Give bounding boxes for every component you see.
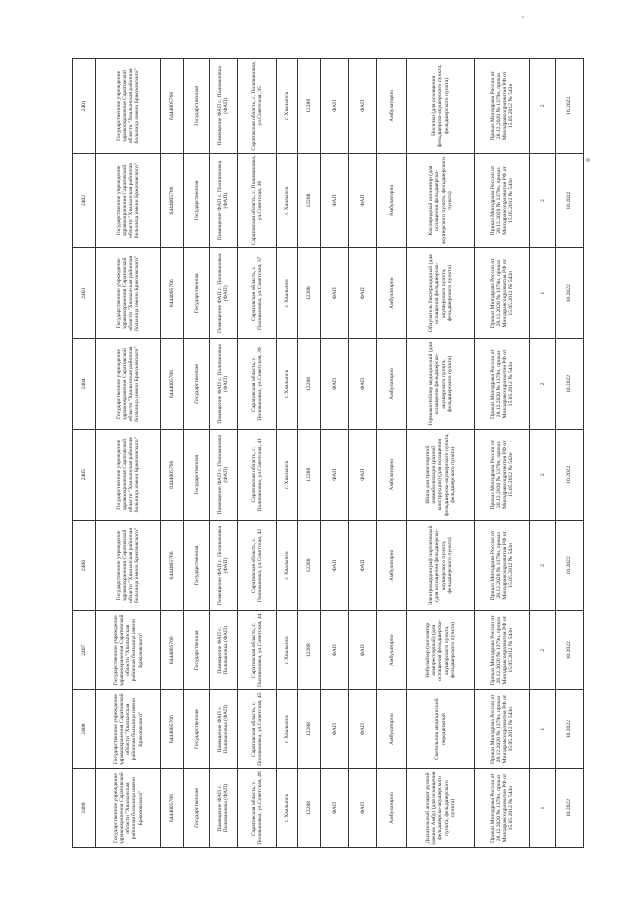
cell-number: 12288: [298, 59, 321, 154]
cell-premises: Помещение ФАП с. Поливановка (ФАП): [210, 520, 238, 611]
cell-date: 10.2022: [556, 248, 584, 339]
cell-date: 10.2022: [556, 59, 584, 154]
cell-institution: Государственное учреждение здравоохранения Саратовской области "Хвалынская районная больница имени Бржозовского": [96, 611, 161, 690]
cell-equipment: Кислородный ингалятор (для оснащения фельдшерско-акушерского пункта, фельдшерского пункта): [407, 153, 474, 248]
cell-number: 12288: [298, 429, 321, 520]
cell-quantity: 2: [530, 429, 556, 520]
cell-care: Амбулаторно: [377, 690, 407, 769]
cell-code: 2406: [73, 520, 96, 611]
cell-city: г. Хвалынск: [277, 153, 298, 248]
cell-order: Приказ Минздрава России от 28.12.2020 № 1379н, приказ Минздравсоцразвития РФ от 15.05.2012 № 543н: [474, 769, 530, 848]
cell-ownership: Государственная: [184, 690, 210, 769]
cell-premises: Помещение ФАП с. Поливановка (ФАП): [210, 339, 238, 430]
cell-date: 10.2022: [556, 520, 584, 611]
cell-number: 12288: [298, 520, 321, 611]
cell-code: 2409: [73, 769, 96, 848]
cell-premises: Помещение ФАП с. Поливановка (ФАП): [210, 690, 238, 769]
cell-code: 2401: [73, 59, 96, 154]
cell-order: Приказ Минздрава России от 28.12.2020 № 1379н, приказ Минздравсоцразвития РФ от 15.05.2012 № 543н: [474, 339, 530, 430]
cell-quantity: 2: [530, 611, 556, 690]
cell-number: 12288: [298, 769, 321, 848]
cell-date: 10.2022: [556, 339, 584, 430]
cell-date: 10.2022: [556, 429, 584, 520]
cell-address: Саратовская область, с. Поливановка, ул.Советская, 44: [237, 611, 276, 690]
cell-order: Приказ Минздрава России от 28.12.2020 № 1379н, приказ Минздравсоцразвития РФ от 15.05.2012 № 543н: [474, 690, 530, 769]
cell-ownership: Государственная: [184, 59, 210, 154]
equipment-table: [72, 58, 584, 848]
cell-type2: ФАП: [349, 153, 377, 248]
cell-type2: ФАП: [349, 690, 377, 769]
cell-type1: ФАП: [321, 59, 349, 154]
cell-ownership: Государственная: [184, 769, 210, 848]
cell-address: Саратовская область, с. Поливановка, ул.Советская, 42: [237, 520, 276, 611]
cell-date: 10.2022: [556, 769, 584, 848]
cell-code: 2403: [73, 248, 96, 339]
cell-care: Амбулаторно: [377, 429, 407, 520]
cell-address: Саратовская область, с. Поливановка, ул.Советская, 41: [237, 429, 276, 520]
scan-speck: [522, 16, 524, 18]
cell-address: Саратовская область, с. Поливановка, ул.Советская, 37: [237, 248, 276, 339]
table-row-type1: [321, 59, 349, 848]
cell-ownership: Государственная: [184, 520, 210, 611]
cell-order: Приказ Минздрава России от 28.12.2020 № 1379н, приказ Минздравсоцразвития РФ от 15.05.2012 № 543н: [474, 153, 530, 248]
cell-institution: Государственное учреждение здравоохранения Саратовской области "Хвалынская районная больница имени Бржозовского": [96, 429, 161, 520]
cell-address: Саратовская область, с. Поливановка, ул.Советская, 36: [237, 153, 276, 248]
cell-type2: ФАП: [349, 611, 377, 690]
cell-number: 12288: [298, 248, 321, 339]
table-row-inn: [161, 59, 184, 848]
cell-type2: ФАП: [349, 59, 377, 154]
cell-type2: ФАП: [349, 339, 377, 430]
cell-inn: 6444005766: [161, 248, 184, 339]
cell-address: Саратовская область, с. Поливановка, ул.Советская, 35: [237, 59, 276, 154]
cell-type2: ФАП: [349, 429, 377, 520]
rotated-table-wrapper: [72, 58, 584, 848]
cell-number: 12288: [298, 690, 321, 769]
cell-ownership: Государственная: [184, 429, 210, 520]
cell-care: Амбулаторно: [377, 611, 407, 690]
table-row-code: [73, 59, 96, 848]
cell-inn: 6444005766: [161, 429, 184, 520]
cell-premises: Помещение ФАП с. Поливановка (ФАП): [210, 611, 238, 690]
cell-premises: Помещение ФАП с. Поливановка (ФАП): [210, 429, 238, 520]
cell-type1: ФАП: [321, 690, 349, 769]
cell-institution: Государственное учреждение здравоохранения Саратовской области "Хвалынская районная больница имени Бржозовского": [96, 153, 161, 248]
cell-order: Приказ Минздрава России от 28.12.2020 № 1379н, приказ Минздравсоцразвития РФ от 15.05.2012 № 543н: [474, 248, 530, 339]
table-row-institution: [96, 59, 161, 848]
cell-quantity: 2: [530, 520, 556, 611]
cell-quantity: 1: [530, 769, 556, 848]
cell-inn: 6444005766: [161, 611, 184, 690]
cell-quantity: 2: [530, 339, 556, 430]
cell-city: г. Хвалынск: [277, 520, 298, 611]
table-row-equipment: [407, 59, 474, 848]
cell-inn: 6444005766: [161, 690, 184, 769]
cell-care: Амбулаторно: [377, 248, 407, 339]
cell-ownership: Государственная: [184, 611, 210, 690]
cell-number: 12288: [298, 339, 321, 430]
table-row-city: [277, 59, 298, 848]
cell-ownership: Государственная: [184, 153, 210, 248]
cell-premises: Помещение ФАП с. Поливановка (ФАП): [210, 248, 238, 339]
cell-city: г. Хвалынск: [277, 429, 298, 520]
table-row-date: [556, 59, 584, 848]
cell-number: 12288: [298, 611, 321, 690]
cell-city: г. Хвалынск: [277, 339, 298, 430]
cell-equipment: Термоконтейнер медицинский (для оснащения фельдшерско-акушерского пункта, фельдшерского пункта): [407, 339, 474, 430]
cell-inn: 6444005766: [161, 339, 184, 430]
cell-code: 2404: [73, 339, 96, 430]
cell-type1: ФАП: [321, 153, 349, 248]
cell-date: 10.2022: [556, 690, 584, 769]
cell-premises: Помещение ФАП с. Поливановка (ФАП): [210, 59, 238, 154]
cell-type2: ФАП: [349, 248, 377, 339]
table-row-care: [377, 59, 407, 848]
cell-code: 2405: [73, 429, 96, 520]
table-row-type2: [349, 59, 377, 848]
cell-care: Амбулаторно: [377, 769, 407, 848]
cell-inn: 6444005766: [161, 520, 184, 611]
cell-order: Приказ Минздрава России от 28.12.2020 № 1379н, приказ Минздравсоцразвития РФ от 15.05.2012 № 543н: [474, 429, 530, 520]
cell-city: г. Хвалынск: [277, 59, 298, 154]
cell-address: Саратовская область, с. Поливановка, ул.Советская, 46: [237, 769, 276, 848]
cell-equipment: Облучатель бактерицидный (для оснащения фельдшерско-акушерского пункта, фельдшерского пункта): [407, 248, 474, 339]
cell-date: 10.2022: [556, 153, 584, 248]
cell-institution: Государственное учреждение здравоохранения Саратовской области "Хвалынская районная больница имени Бржозовского": [96, 690, 161, 769]
cell-code: 2402: [73, 153, 96, 248]
cell-ownership: Государственная: [184, 248, 210, 339]
cell-institution: Государственное учреждение здравоохранения Саратовской области "Хвалынская районная больница имени Бржозовского": [96, 520, 161, 611]
cell-type1: ФАП: [321, 520, 349, 611]
cell-institution: Государственное учреждение здравоохранения Саратовской области "Хвалынская районная больница имени Бржозовского": [96, 769, 161, 848]
cell-premises: Помещение ФАП с. Поливановка (ФАП): [210, 153, 238, 248]
cell-type1: ФАП: [321, 429, 349, 520]
table-row-quantity: [530, 59, 556, 848]
cell-care: Амбулаторно: [377, 520, 407, 611]
cell-order: Приказ Минздрава России от 28.12.2020 № 1379н, приказ Минздравсоцразвития РФ от 15.05.2012 № 543н: [474, 611, 530, 690]
cell-type1: ФАП: [321, 769, 349, 848]
cell-order: Приказ Минздрава России от 28.12.2020 № 1379н, приказ Минздравсоцразвития РФ от 15.05.2012 № 543н: [474, 520, 530, 611]
cell-inn: 6444005766: [161, 769, 184, 848]
cell-type1: ФАП: [321, 248, 349, 339]
cell-code: 2408: [73, 690, 96, 769]
cell-equipment: Светильник медицинский передвижной: [407, 690, 474, 769]
cell-equipment: Дыхательный аппарат ручной (мешок Амбу) (для оснащения фельдшерско-акушерского пункта, фельдшерского пункта): [407, 769, 474, 848]
cell-equipment: Носилки (для оснащения фельдшерско-акушерского пункта, фельдшерского пункта): [407, 59, 474, 154]
cell-ownership: Государственная: [184, 339, 210, 430]
cell-institution: Государственное учреждение здравоохранения Саратовской области "Хвалынская районная больница имени Бржозовского": [96, 248, 161, 339]
cell-inn: 6444005766: [161, 59, 184, 154]
cell-date: 10.2022: [556, 611, 584, 690]
cell-type1: ФАП: [321, 339, 349, 430]
table-row-ownership: [184, 59, 210, 848]
cell-equipment: Электрокардиограф портативный (для оснащения фельдшерско-акушерского пункта, фельдшерского пункта): [407, 520, 474, 611]
cell-quantity: 2: [530, 59, 556, 154]
cell-city: г. Хвалынск: [277, 769, 298, 848]
cell-premises: Помещение ФАП с. Поливановка (ФАП): [210, 769, 238, 848]
cell-equipment: Небулайзер (ингалятор компрессорный) (для оснащения фельдшерско-акушерского пункта, фельдшерского пункта): [407, 611, 474, 690]
cell-equipment: Шина для транспортной иммобилизации (разной конструкции) (для оснащения фельдшерско-акушерского пункта, фельдшерского пункта): [407, 429, 474, 520]
table-row-order: [474, 59, 530, 848]
table-row-number: [298, 59, 321, 848]
cell-quantity: 1: [530, 690, 556, 769]
cell-type2: ФАП: [349, 769, 377, 848]
cell-code: 2407: [73, 611, 96, 690]
cell-care: Амбулаторно: [377, 59, 407, 154]
cell-care: Амбулаторно: [377, 339, 407, 430]
cell-city: г. Хвалынск: [277, 611, 298, 690]
cell-type2: ФАП: [349, 520, 377, 611]
cell-number: 12288: [298, 153, 321, 248]
cell-inn: 6444005766: [161, 153, 184, 248]
cell-quantity: 1: [530, 248, 556, 339]
table-row-premises: [210, 59, 238, 848]
cell-address: Саратовская область, с. Поливановка, ул.Советская, 39: [237, 339, 276, 430]
cell-city: г. Хвалынск: [277, 248, 298, 339]
scan-speck: [586, 158, 590, 162]
cell-quantity: 2: [530, 153, 556, 248]
cell-order: Приказ Минздрава России от 28.12.2020 № 1379н, приказ Минздравсоцразвития РФ от 15.05.2012 № 543н: [474, 59, 530, 154]
cell-care: Амбулаторно: [377, 153, 407, 248]
cell-institution: Государственное учреждение здравоохранения Саратовской области "Хвалынская районная больница имени Бржозовского": [96, 59, 161, 154]
cell-institution: Государственное учреждение здравоохранения Саратовской области "Хвалынская районная больница имени Бржозовского": [96, 339, 161, 430]
cell-city: г. Хвалынск: [277, 690, 298, 769]
table-row-address: [237, 59, 276, 848]
cell-type1: ФАП: [321, 611, 349, 690]
cell-address: Саратовская область, с. Поливановка, ул.Советская, 45: [237, 690, 276, 769]
